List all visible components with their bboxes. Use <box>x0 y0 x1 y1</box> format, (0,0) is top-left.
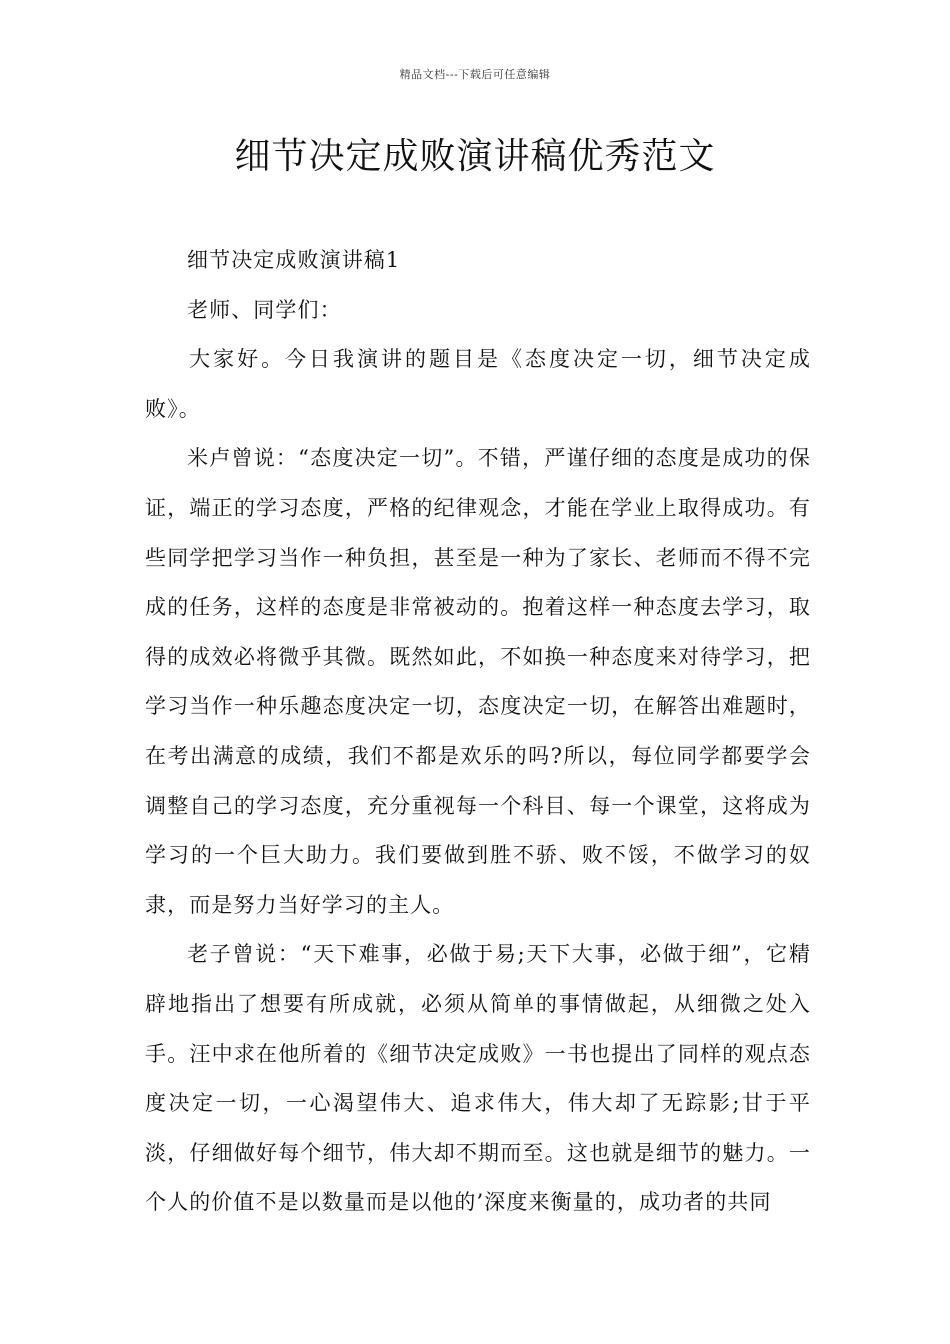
header-note: 精品文档---下载后可任意编辑 <box>399 68 551 81</box>
paragraph-intro: 大家好。今日我演讲的题目是《态度决定一切，细节决定成败》。 <box>145 347 811 421</box>
paragraph-subtitle: 细节决定成败演讲稿1 <box>187 248 401 272</box>
document-title: 细节决定成败演讲稿优秀范文 <box>234 136 716 177</box>
document-body <box>145 236 811 1228</box>
paragraph-milu: 米卢曾说：“态度决定一切”。不错，严谨仔细的态度是成功的保证，端正的学习态度，严格的纪律观念，才能在学业上取得成功。有些同学把学习当作一种负担，甚至是一种为了家长、老师而不得不完成的任务，这样的态度是非常被动的。抱着这样一种态度去学习，取得的成效必将微乎其微。既然如此，不如换一种态度来对待学习，把学习当作一种乐趣态度决定一切，态度决定一切，在解答出难题时，在考出满意的成绩，我们不都是欢乐的吗?所以，每位同学都要学会调整自己的学习态度，充分重视每一个科目、每一个课堂，这将成为学习的一个巨大助力。我们要做到胜不骄、败不馁，不做学习的奴隶，而是努力当好学习的主人。 <box>145 446 811 917</box>
paragraph-greeting: 老师、同学们： <box>187 297 342 322</box>
paragraph-laozi: 老子曾说：“天下难事，必做于易;天下大事，必做于细”，它精辟地指出了想要有所成就，必须从简单的事情做起，从细微之处入手。汪中求在他所着的《细节决定成败》一书也提出了同样的观点态度决定一切，一心渴望伟大、追求伟大，伟大却了无踪影;甘于平淡，仔细做好每个细节，伟大却不期而至。这也就是细节的魅力。一个人的价值不是以数量而是以他的’深度来衡量的，成功者的共同 <box>145 942 811 1215</box>
